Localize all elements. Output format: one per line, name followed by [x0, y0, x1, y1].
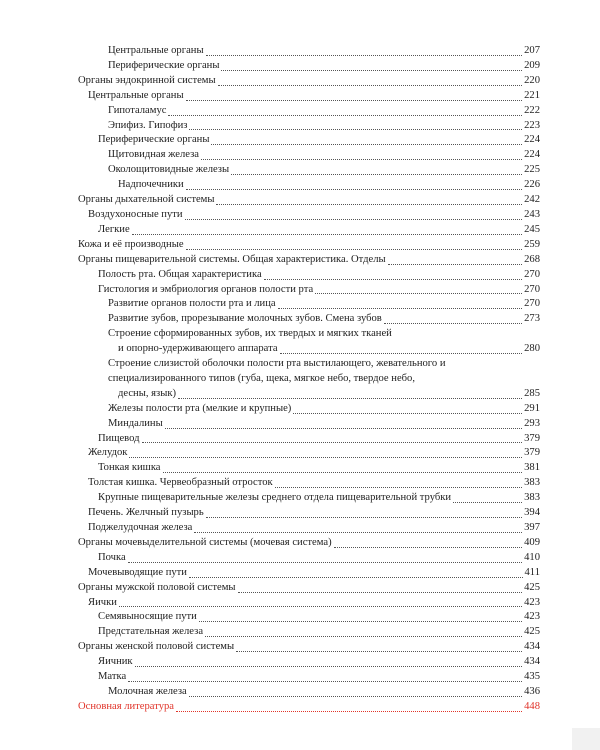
toc-entry[interactable] [78, 670, 540, 685]
toc-entry-page: 410 [524, 551, 540, 563]
toc-entry-title: Надпочечники [118, 179, 184, 191]
dot-leader [206, 517, 522, 518]
toc-entry[interactable] [78, 476, 540, 491]
toc-entry[interactable] [78, 521, 540, 536]
toc-entry-title: Околощитовидные железы [108, 164, 230, 176]
toc-entry-page: 270 [524, 268, 540, 280]
toc-entry-title: Печень. Желчный пузырь [88, 507, 204, 519]
toc-entry-page: 270 [524, 298, 540, 310]
toc-entry-page: 383 [524, 477, 540, 489]
toc-entry-page: 397 [524, 522, 540, 533]
toc-entry[interactable] [78, 44, 540, 59]
toc-entry[interactable] [78, 104, 540, 119]
toc-entry-title: Предстательная железа [98, 626, 204, 638]
toc-entry-page: 409 [524, 536, 540, 548]
toc-entry-page: 435 [524, 671, 540, 683]
toc-entry-title: Молочная железа [108, 685, 187, 697]
toc-entry-title: Желудок [88, 447, 128, 459]
toc-entry[interactable] [78, 506, 540, 521]
dot-leader [238, 592, 523, 593]
dot-leader [165, 428, 522, 429]
toc-entry-page: 226 [524, 179, 540, 191]
toc-entry[interactable] [78, 581, 540, 596]
dot-leader [275, 487, 522, 488]
toc-entry-page: 411 [524, 566, 540, 578]
dot-leader [384, 323, 522, 324]
toc-entry-title: Гистология и эмбриология органов полости рта [98, 283, 314, 295]
toc-entry-page: 222 [524, 104, 540, 116]
toc-entry-title: Тонкая кишка [98, 462, 161, 474]
dot-leader [231, 174, 522, 175]
toc-entry-title: Кожа и её производные [78, 238, 184, 250]
dot-leader [218, 85, 522, 86]
toc-entry-title: Железы полости рта (мелкие и крупные) [108, 402, 292, 414]
toc-entry-title: Яички [88, 596, 117, 608]
toc-entry-title: Органы дыхательной системы [78, 194, 215, 206]
toc-entry-title: Семявыносящие пути [98, 611, 197, 623]
dot-leader [178, 398, 522, 399]
toc-entry-page: 225 [524, 164, 540, 176]
dot-leader [189, 129, 522, 130]
dot-leader [186, 100, 523, 101]
toc-entry[interactable] [78, 312, 540, 327]
toc-entry-title: Основная литература [78, 700, 175, 712]
dot-leader [119, 606, 522, 607]
toc-entry-page: 285 [524, 387, 540, 399]
toc-entry-title: Матка [98, 671, 127, 683]
dot-leader [334, 547, 523, 548]
toc-entry-title: Центральные органы [108, 45, 204, 56]
toc-entry[interactable] [78, 208, 540, 223]
toc-entry-title: Щитовидная железа [108, 149, 199, 161]
dot-leader [168, 115, 522, 116]
dot-leader [315, 293, 522, 294]
toc-entry-title: Органы мужской половой системы [78, 581, 236, 593]
toc-entry-title: Почка [98, 551, 126, 563]
toc-entry-page: 423 [524, 596, 540, 608]
dot-leader [221, 70, 522, 71]
toc-entry-page: 434 [524, 656, 540, 668]
dot-leader [264, 279, 522, 280]
toc-entry-title: Легкие [98, 223, 130, 235]
toc-entry-page: 259 [524, 238, 540, 250]
toc-entry-page: 394 [524, 507, 540, 519]
dot-leader [201, 159, 522, 160]
dot-leader [453, 502, 522, 503]
toc-entry-title: Пищевод [98, 432, 140, 444]
dot-leader [216, 204, 522, 205]
toc-entry-page: 223 [524, 119, 540, 131]
toc-entry[interactable] [78, 461, 540, 476]
toc-entry[interactable] [78, 685, 540, 700]
toc-entry-title: десны, язык) [118, 387, 176, 399]
dot-leader [236, 651, 522, 652]
toc-entry-page: 242 [524, 194, 540, 206]
dot-leader [199, 621, 522, 622]
toc-entry[interactable] [78, 163, 540, 178]
dot-leader [278, 308, 523, 309]
page-corner-shadow [572, 728, 600, 750]
dot-leader [142, 442, 523, 443]
toc-entry-page: 293 [524, 417, 540, 429]
dot-leader [280, 353, 523, 354]
toc-entry-page: 448 [524, 700, 540, 712]
dot-leader [293, 413, 522, 414]
toc-entry[interactable] [78, 283, 540, 298]
toc-entry-page: 434 [524, 641, 540, 653]
toc-entry-text: Строение слизистой оболочки полости рта выстилающего, жевательного и специализированного типов (губа, щека, мягкое небо, твердое небо, [108, 358, 446, 384]
toc-entry-title: Полость рта. Общая характеристика [98, 268, 262, 280]
toc-entry[interactable] [78, 268, 540, 283]
toc-entry[interactable] [78, 432, 540, 447]
toc-entry-title: Периферические органы [98, 134, 210, 146]
dot-leader [186, 249, 523, 250]
toc-entry[interactable] [78, 178, 540, 193]
dot-leader [206, 55, 523, 56]
toc-entry-page: 379 [524, 432, 540, 444]
toc-entry[interactable] [78, 148, 540, 163]
toc-entry-title: Поджелудочная железа [88, 522, 193, 533]
toc-entry-title: Органы пищеварительной системы. Общая характеристика. Отделы [78, 253, 386, 265]
dot-leader [135, 666, 523, 667]
toc-entry-page: 425 [524, 581, 540, 593]
toc-entry-title: Миндалины [108, 417, 163, 429]
toc-entry-page: 425 [524, 626, 540, 638]
toc-entry-page: 209 [524, 59, 540, 71]
toc-entry[interactable] [78, 59, 540, 74]
toc-entry-page: 383 [524, 492, 540, 504]
dot-leader [128, 681, 522, 682]
toc-entry-page: 268 [524, 253, 540, 265]
toc-entry-title: Толстая кишка. Червеобразный отросток [88, 477, 273, 489]
toc-entry-text: Строение сформированных зубов, их твердых и мягких тканей [108, 328, 392, 340]
toc-entry[interactable] [78, 253, 540, 268]
toc-entry[interactable] [78, 610, 540, 625]
toc-entry[interactable] [78, 551, 540, 566]
toc-entry-page: 207 [524, 45, 540, 56]
table-of-contents [78, 44, 540, 715]
toc-entry-page: 280 [524, 343, 540, 355]
toc-entry[interactable] [78, 596, 540, 611]
toc-entry[interactable] [78, 402, 540, 417]
toc-entry-page: 379 [524, 447, 540, 459]
toc-entry-page: 436 [524, 685, 540, 697]
dot-leader [211, 144, 522, 145]
toc-entry-page: 221 [524, 89, 540, 101]
toc-entry[interactable] [78, 625, 540, 640]
toc-entry-title: Развитие органов полости рта и лица [108, 298, 276, 310]
toc-entry[interactable] [78, 74, 540, 89]
toc-entry[interactable] [78, 193, 540, 208]
dot-leader [185, 219, 523, 220]
dot-leader [388, 264, 522, 265]
toc-entry[interactable] [78, 536, 540, 551]
dot-leader [129, 457, 522, 458]
toc-entry-page: 381 [524, 462, 540, 474]
toc-entry-page: 423 [524, 611, 540, 623]
toc-entry[interactable] [78, 133, 540, 148]
toc-entry-title: Органы женской половой системы [78, 641, 235, 653]
toc-entry[interactable] [78, 417, 540, 432]
dot-leader [194, 532, 522, 533]
dot-leader [132, 234, 522, 235]
toc-entry-title: Эпифиз. Гипофиз [108, 119, 188, 131]
dot-leader [176, 711, 522, 712]
toc-entry[interactable] [78, 342, 540, 357]
toc-entry[interactable] [78, 387, 540, 402]
dot-leader [163, 472, 523, 473]
toc-entry-title: Воздухоносные пути [88, 208, 183, 220]
toc-entry[interactable] [78, 655, 540, 670]
toc-entry-page: 245 [524, 223, 540, 235]
toc-entry[interactable] [78, 566, 540, 581]
toc-entry[interactable] [78, 238, 540, 253]
toc-entry-title: Органы эндокринной системы [78, 74, 216, 86]
dot-leader [189, 696, 522, 697]
dot-leader [189, 577, 523, 578]
toc-entry-page: 224 [524, 149, 540, 161]
toc-entry[interactable] [78, 89, 540, 104]
toc-entry[interactable] [78, 491, 540, 506]
toc-entry-page: 224 [524, 134, 540, 146]
toc-entry[interactable] [78, 446, 540, 461]
toc-entry-title: Крупные пищеварительные железы среднего отдела пищеварительной трубки [98, 492, 452, 504]
toc-entry-page: 270 [524, 283, 540, 295]
toc-entry-title: и опорно-удерживающего аппарата [118, 343, 278, 355]
toc-entry-title: Развитие зубов, прорезывание молочных зубов. Смена зубов [108, 313, 382, 325]
toc-entry[interactable] [78, 297, 540, 312]
dot-leader [186, 189, 522, 190]
toc-entry-references[interactable] [78, 700, 540, 715]
toc-entry-title: Органы мочевыделительной системы (мочевая система) [78, 536, 332, 548]
toc-entry[interactable] [78, 119, 540, 134]
toc-entry-page: 220 [524, 74, 540, 86]
dot-leader [128, 562, 522, 563]
toc-entry-page: 291 [524, 402, 540, 414]
toc-entry-page: 273 [524, 313, 540, 325]
toc-entry-page: 243 [524, 208, 540, 220]
toc-entry-title: Яичник [98, 656, 133, 668]
dot-leader [205, 636, 522, 637]
toc-entry[interactable] [78, 640, 540, 655]
toc-entry-title: Центральные органы [88, 89, 184, 101]
toc-entry-title: Периферические органы [108, 59, 220, 71]
toc-entry-title: Мочевыводящие пути [88, 566, 187, 578]
toc-entry-title: Гипоталамус [108, 104, 167, 116]
toc-entry[interactable] [78, 223, 540, 238]
